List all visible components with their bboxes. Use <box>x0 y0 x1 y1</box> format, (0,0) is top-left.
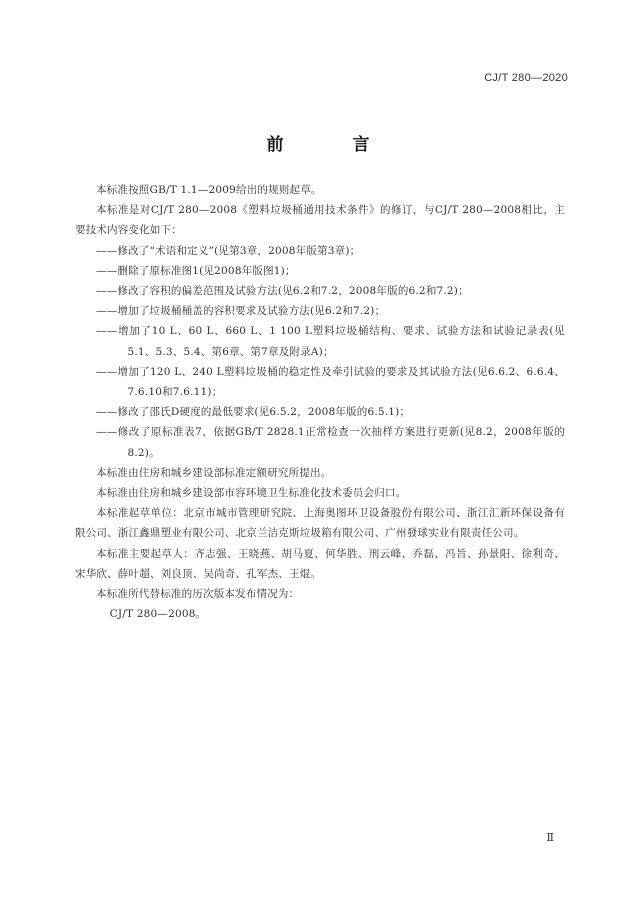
change-item: ——修改了原标准表7，依据GB/T 2828.1正常检查一次抽样方案进行更新(见8.2，2008年版的8.2)。 <box>96 426 565 459</box>
paragraph-drafting-units: 本标准起草单位：北京市城市管理研究院、上海奥图环卫设备股份有限公司、浙江汇新环保设备有限公司、浙江鑫鼎塑业有限公司、北京兰洁克斯垃圾箱有限公司、广州發球实业有限责任公司。 <box>75 507 565 540</box>
change-item: ——增加了10 L、60 L、660 L、1 100 L塑料垃圾桶结构、要求、试验方法和试验记录表(见5.1、5.3、5.4、第6章、第7章及附录A)； <box>96 325 565 358</box>
change-item: ——增加了垃圾桶桶盖的容积要求及试验方法(见6.2和7.2)； <box>96 305 386 318</box>
page-number: Ⅱ <box>546 831 554 844</box>
paragraph-main-drafters: 本标准主要起草人：齐志强、王晓燕、胡马夏、何华胜、刑云峰、乔磊、冯旨、孙景阳、徐利奇、宋华欣、薛叶超、刘良顶、吴尚奇、孔军杰、王焜。 <box>75 547 565 580</box>
change-item: ——增加了120 L、240 L塑料垃圾桶的稳定性及牵引试验的要求及其试验方法(见6.6.2、6.6.4、7.6.10和7.6.11)； <box>96 365 565 399</box>
page-title: 前 言 <box>266 135 396 155</box>
document-body <box>75 180 565 624</box>
change-item: ——修改了容积的偏差范围及试验方法(见6.2和7.2，2008年版的6.2和7.2)； <box>96 285 469 298</box>
standard-code: CJ/T 280—2020 <box>484 72 568 84</box>
paragraph-revision-intro: 本标准是对CJ/T 280—2008《塑料垃圾桶通用技术条件》的修订，与CJ/T 280—2008相比，主要技术内容变化如下： <box>75 204 565 237</box>
change-item: ——修改了邵氏D硬度的最低要求(见6.5.2，2008年版的6.5.1)； <box>96 406 411 419</box>
paragraph-managed-by: 本标准由住房和城乡建设部市容环境卫生标准化技术委员会归口。 <box>96 487 407 500</box>
change-item: ——删除了原标准图1(见2008年版图1)； <box>96 264 296 277</box>
change-item: ——修改了“术语和定义”(见第3章，2008年版第3章)； <box>96 244 361 257</box>
previous-edition: CJ/T 280—2008。 <box>109 608 207 621</box>
paragraph-drafting-rules: 本标准按照GB/T 1.1—2009给出的规则起草。 <box>96 184 322 196</box>
paragraph-proposed-by: 本标准由住房和城乡建设部标准定额研究所提出。 <box>96 466 332 479</box>
paragraph-edition-history: 本标准所代替标准的历次版本发布情况为： <box>96 588 300 601</box>
